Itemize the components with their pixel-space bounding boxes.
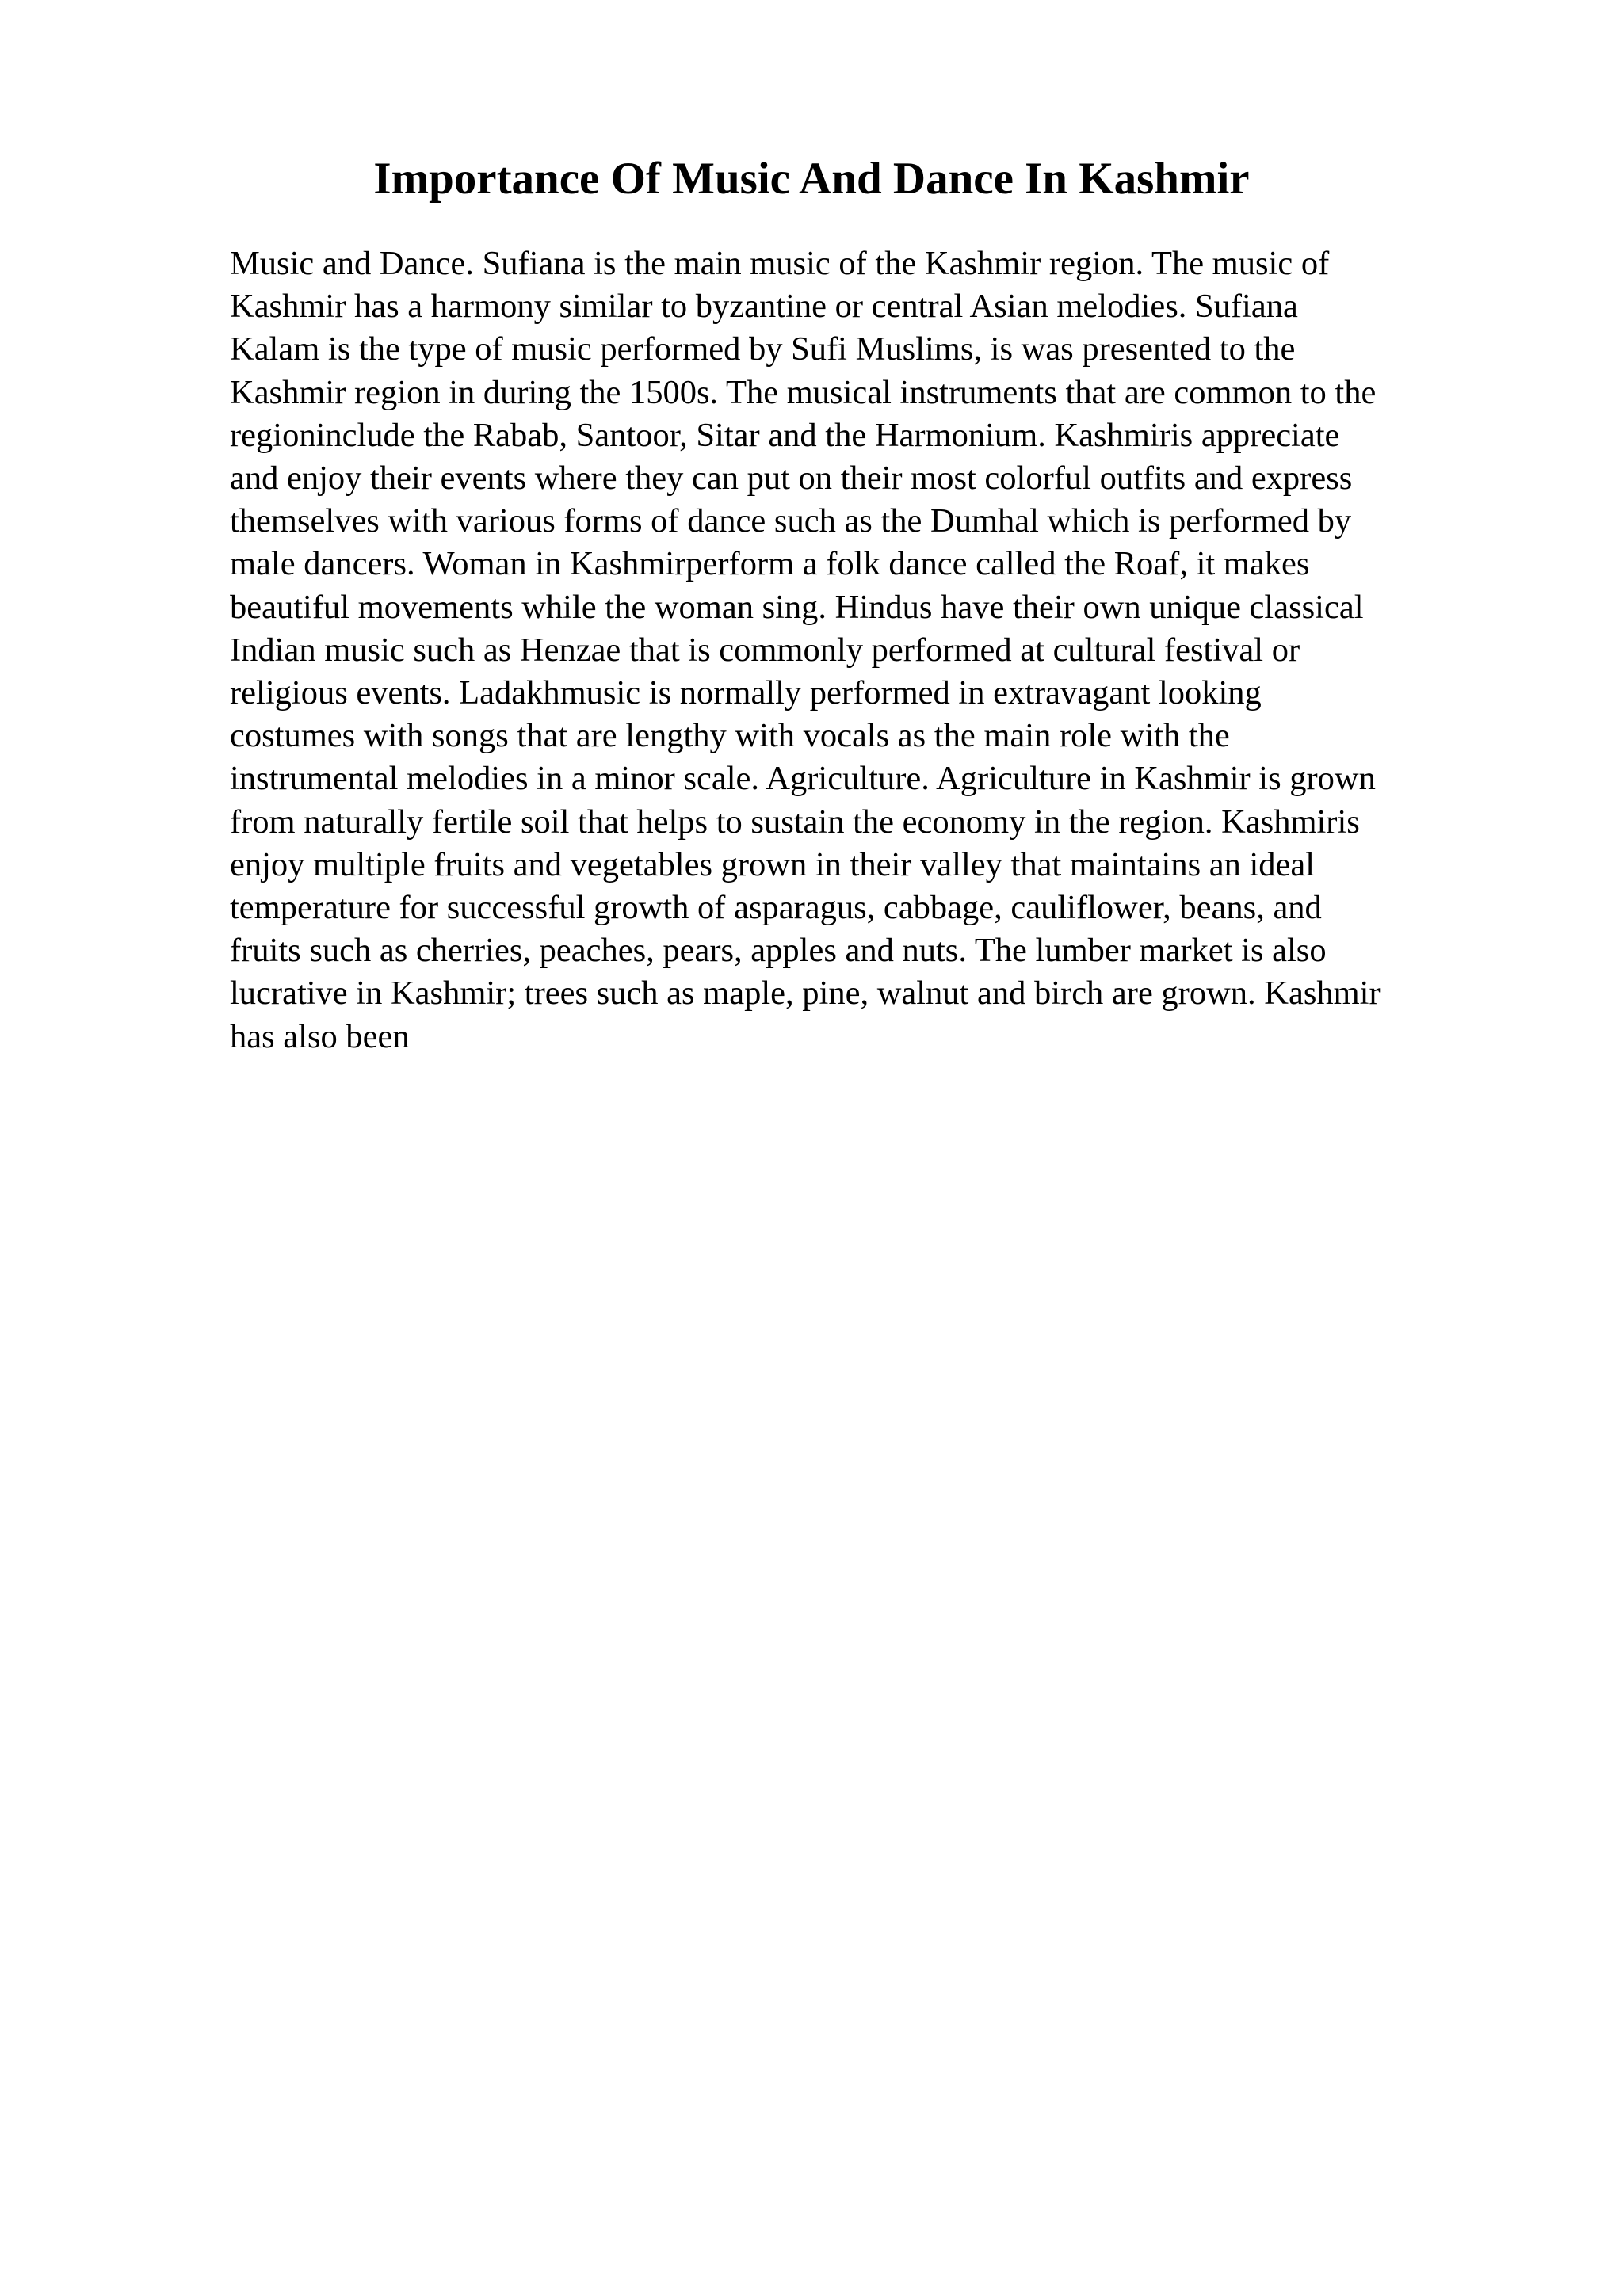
body-line: costumes with songs that are lengthy with vocals as the main role with the (230, 717, 1230, 755)
body-line: regioninclude the Rabab, Santoor, Sitar and the Harmonium. Kashmiris appreciate (230, 416, 1340, 454)
body-line: male dancers. Woman in Kashmirperform a folk dance called the Roaf, it makes (230, 545, 1310, 583)
body-line: Kalam is the type of music performed by Sufi Muslims, is was presented to the (230, 330, 1296, 368)
body-line: fruits such as cherries, peaches, pears, apples and nuts. The lumber market is also (230, 932, 1327, 970)
body-line: Music and Dance. Sufiana is the main music of the Kashmir region. The music of (230, 245, 1330, 282)
body-line: temperature for successful growth of asparagus, cabbage, cauliflower, beans, and (230, 889, 1322, 927)
body-line: themselves with various forms of dance such as the Dumhal which is performed by (230, 502, 1352, 540)
body-line: Kashmir region in during the 1500s. The musical instruments that are common to the (230, 373, 1377, 411)
body-paragraph (230, 242, 1514, 1058)
page-title: Importance Of Music And Dance In Kashmir (373, 154, 1250, 204)
body-line: Indian music such as Henzae that is commonly performed at cultural festival or (230, 631, 1300, 669)
body-line: lucrative in Kashmir; trees such as maple, pine, walnut and birch are grown. Kashmir (230, 974, 1381, 1013)
body-line: religious events. Ladakhmusic is normally performed in extravagant looking (230, 674, 1262, 712)
body-line: instrumental melodies in a minor scale. Agriculture. Agriculture in Kashmir is grown (230, 760, 1376, 798)
body-line: and enjoy their events where they can put on their most colorful outfits and express (230, 460, 1353, 498)
body-line: enjoy multiple fruits and vegetables grown in their valley that maintains an ideal (230, 845, 1316, 883)
body-line: beautiful movements while the woman sing. Hindus have their own unique classical (230, 588, 1364, 626)
body-line: from naturally fertile soil that helps to sustain the economy in the region. Kashmiris (230, 803, 1360, 841)
body-line: has also been (230, 1017, 410, 1055)
body-line: Kashmir has a harmony similar to byzantine or central Asian melodies. Sufiana (230, 288, 1298, 326)
